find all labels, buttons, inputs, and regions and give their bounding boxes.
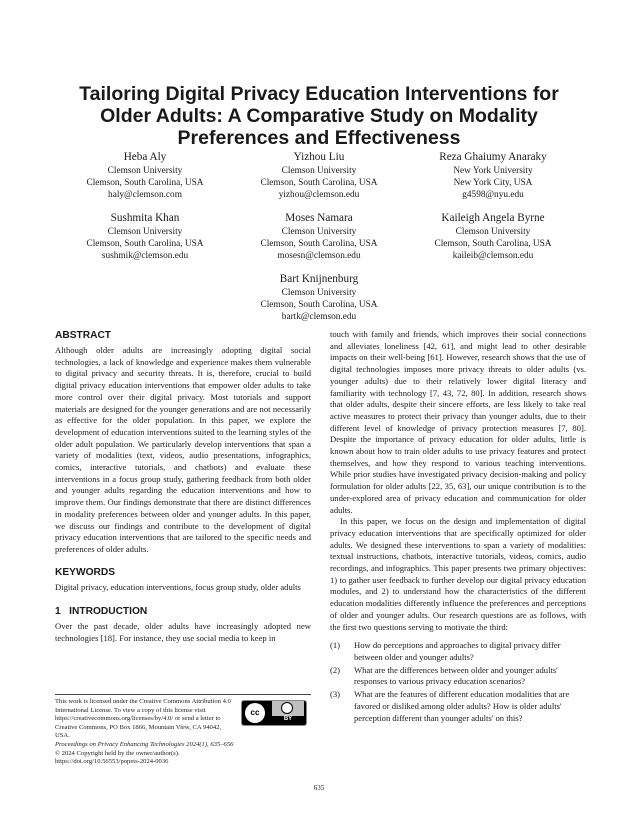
- section-number: 1: [55, 606, 61, 618]
- author-location: Clemson, South Carolina, USA: [86, 239, 204, 249]
- list-item: [330, 640, 586, 663]
- copyright-line: © 2024 Copyright held by the owner/author(s).: [55, 749, 180, 757]
- author-location: New York City, USA: [453, 178, 533, 188]
- section-title: INTRODUCTION: [69, 606, 148, 618]
- abstract-text: Although older adults are increasingly adopting digital social technologies, a lack of knowledge and experience makes them vulnerable to digital privacy and security threats. It is, therefore, crucial to build digital privacy education interventions that empower older adults to take more control over their digital privacy. Most tutorials and support materials are designed for the younger generations and are not necessarily as effective for the older population. In this paper, we explore the development of education interventions suited to the learning styles of the older adult population. We particularly develop interventions that span a variety of modalities (text, videos, audio presentations, infographics, comics, interactive tutorials, and chatbots) and evaluate these interventions in a focus group study, gathering feedback from both older and younger adults regarding the education interventions and how to improve them. Our findings demonstrate that there are distinct differences in modality preferences between older and younger adults. In this paper, we discuss our findings and contribute to the development of digital privacy education interventions that are tailored to the specific needs and preferences of older adults.: [55, 345, 311, 554]
- author-block: [214, 272, 424, 323]
- list-text: What are the features of different education modalities that are favored or disliked among older adults? How is older adults' perception different than younger adults' on this?: [354, 689, 570, 723]
- left-column: [55, 329, 311, 645]
- paper-title: Tailoring Digital Privacy Education Interventions for Older Adults: A Comparative Study on Modality Preferences and Effectiveness: [79, 83, 559, 149]
- author-affiliation: Clemson University: [455, 227, 531, 237]
- intro-paragraph-2: In this paper, we focus on the design and implementation of digital privacy education interventions that are specifically optimized for older adults. We designed these interventions to span a variety of modalities: textual instructions, chatbots, interactive tutorials, videos, comics, audio recordings, and infographics. This paper presents two primary objectives: 1) to gather user feedback to further develop our digital privacy education modules, and 2) to understand how the characteristics of the different education modalities differently influence the preferences and perceptions of older and younger adults. Our research questions are as follows, with the first two questions serving to motivate the third:: [330, 516, 586, 632]
- author-affiliation: Clemson University: [281, 227, 357, 237]
- author-email: sushmik@clemson.edu: [101, 251, 189, 261]
- proceedings-line: Proceedings on Privacy Enhancing Technologies 2024(1), 635–656: [55, 740, 234, 748]
- author-location: Clemson, South Carolina, USA: [260, 178, 378, 188]
- author-name: Sushmita Khan: [110, 212, 180, 224]
- keywords-text: Digital privacy, education interventions, focus group study, older adults: [55, 581, 301, 592]
- author-name: Bart Knijnenburg: [279, 273, 359, 285]
- author-name: Reza Ghaiumy Anaraky: [439, 151, 547, 163]
- list-text: What are the differences between older and younger adults' responses to various privacy education scenarios?: [354, 664, 558, 687]
- author-name: Moses Namara: [285, 212, 353, 224]
- list-item: [330, 689, 586, 724]
- cc-icon: cc: [245, 703, 265, 723]
- author-affiliation: Clemson University: [107, 227, 183, 237]
- author-affiliation: New York University: [453, 166, 533, 176]
- list-number: (1): [330, 640, 341, 651]
- by-label: BY: [283, 716, 293, 722]
- doi-link[interactable]: https://doi.org/10.56553/popets-2024-0036: [55, 758, 169, 766]
- research-questions-list: [330, 640, 586, 724]
- right-column: [330, 329, 586, 725]
- author-email: bartk@clemson.edu: [281, 312, 357, 322]
- author-affiliation: Clemson University: [281, 288, 357, 298]
- intro-paragraph-start: Over the past decade, older adults have increasingly adopted new technologies [18]. For instance, they use social media to keep in: [55, 621, 311, 644]
- license-footnote: [55, 694, 311, 767]
- author-name: Kaileigh Angela Byrne: [441, 212, 545, 224]
- author-email: haly@clemson.com: [108, 190, 182, 200]
- author-block: [388, 150, 598, 201]
- author-name: Yizhou Liu: [293, 151, 345, 163]
- abstract-heading: ABSTRACT: [55, 330, 112, 341]
- list-text: How do perceptions and approaches to digital privacy differ between older and younger adults?: [354, 640, 561, 662]
- author-email: mosesn@clemson.edu: [277, 251, 361, 261]
- cc-by-logo: [241, 700, 307, 726]
- author-block: [388, 211, 598, 262]
- author-email: g4598@nyu.edu: [462, 190, 524, 200]
- person-icon: [281, 702, 293, 714]
- list-item: [330, 665, 586, 688]
- author-affiliation: Clemson University: [107, 166, 183, 176]
- author-name: Heba Aly: [123, 151, 167, 163]
- author-email: kaileib@clemson.edu: [452, 251, 534, 261]
- author-location: Clemson, South Carolina, USA: [260, 300, 378, 310]
- author-location: Clemson, South Carolina, USA: [434, 239, 552, 249]
- page-number: 635: [313, 784, 325, 792]
- author-location: Clemson, South Carolina, USA: [260, 239, 378, 249]
- list-number: (2): [330, 664, 341, 675]
- introduction-heading: [55, 605, 311, 618]
- author-email: yizhou@clemson.edu: [278, 190, 360, 200]
- license-text: This work is licensed under the Creative Commons Attribution 4.0 International License. To view a copy of this license visit https://creativecommons.org/licenses/by/4.0/ or send a letter to Creative Commons, PO Box 1866, Mountain View, CA 94042, USA.: [55, 698, 231, 740]
- author-location: Clemson, South Carolina, USA: [86, 178, 204, 188]
- keywords-heading: KEYWORDS: [55, 566, 115, 578]
- author-affiliation: Clemson University: [281, 166, 357, 176]
- intro-paragraph-cont: touch with family and friends, which improves their social connections and alleviates loneliness [42, 61], and might lead to other desirable impacts on their well-being [61]. However, research shows that the use of digital technologies imposes more privacy threats to older adults (vs. younger adults) due to their relatively lower digital literacy and familiarity with technology [7, 43, 72, 80]. In addition, research shows that older adults, despite their sincere efforts, are less likely to take real active measures to protect their privacy than younger adults, due to their different level of knowledge of privacy protection measures [7, 80]. Despite the importance of privacy education for older adults, little is known about how to train older adults to use privacy features and protect themselves, and how they respond to various teaching interventions. While prior studies have investigated privacy decision-making and policy formulation for older adults [22, 35, 63], our unique contribution is to the under-explored area of privacy education and communication for older adults.: [330, 329, 586, 515]
- list-number: (3): [330, 689, 341, 700]
